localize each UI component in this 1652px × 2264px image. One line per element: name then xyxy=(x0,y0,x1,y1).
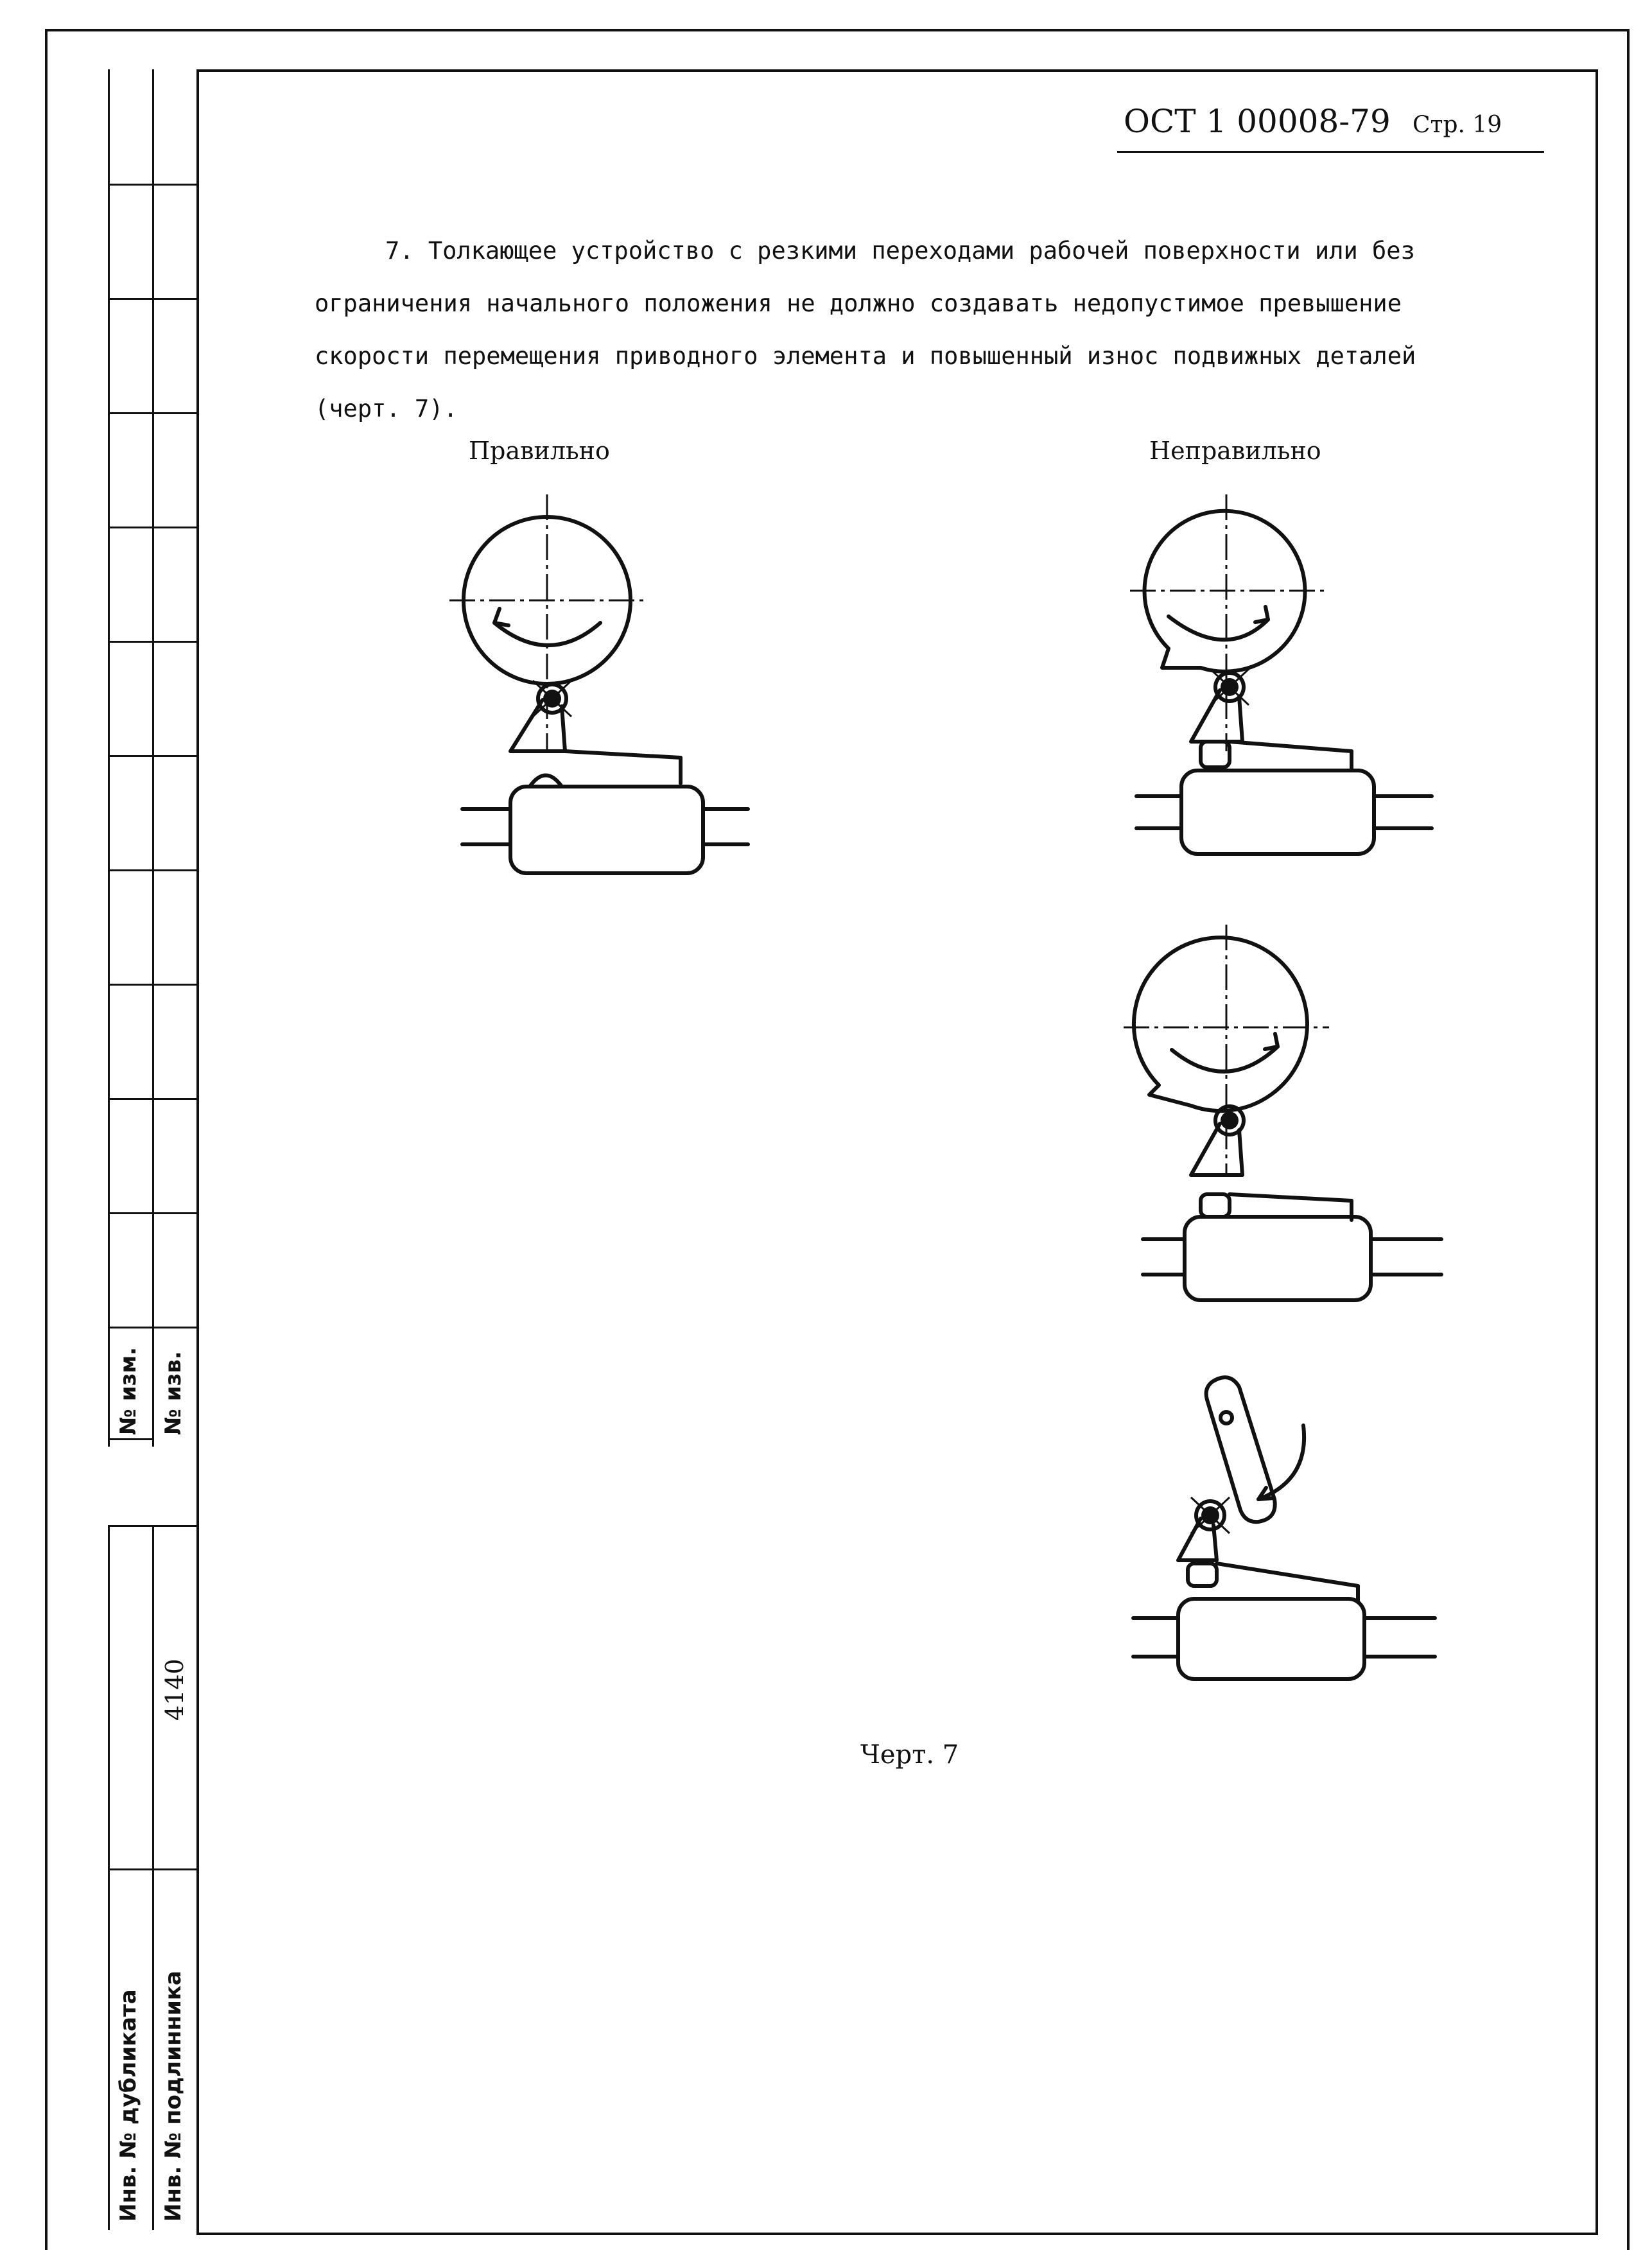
figure-caption: Черт. 7 xyxy=(860,1740,959,1770)
page-header xyxy=(1117,103,1544,153)
stamp-inv-podl-label: Инв. № подлинника xyxy=(161,1971,186,2222)
standard-number: ОСТ 1 00008-79 xyxy=(1124,103,1391,140)
stamp-izv-label: № изв. xyxy=(161,1351,186,1435)
label-incorrect: Неправильно xyxy=(1149,437,1321,465)
stamp-inv-number: 4140 xyxy=(161,1659,189,1721)
stamp-izm-label: № изм. xyxy=(116,1346,141,1435)
drawing-correct xyxy=(449,494,783,893)
drawing-incorrect-2 xyxy=(1124,925,1457,1310)
page-number: Стр. 19 xyxy=(1413,112,1502,138)
stamp-inv-dubl-label: Инв. № дубликата xyxy=(116,1989,141,2222)
drawing-incorrect-3 xyxy=(1117,1368,1451,1702)
body-paragraph xyxy=(315,225,1509,435)
label-correct: Правильно xyxy=(469,437,610,465)
paragraph-text: 7. Толкающее устройство с резкими переходами рабочей поверхности или без ограничения начального положения не должно создавать недопустимое превышение скорости перемещения приводного элемента и повышенный износ подвижных деталей (черт. 7). xyxy=(315,237,1416,422)
drawing-incorrect-1 xyxy=(1130,494,1464,880)
